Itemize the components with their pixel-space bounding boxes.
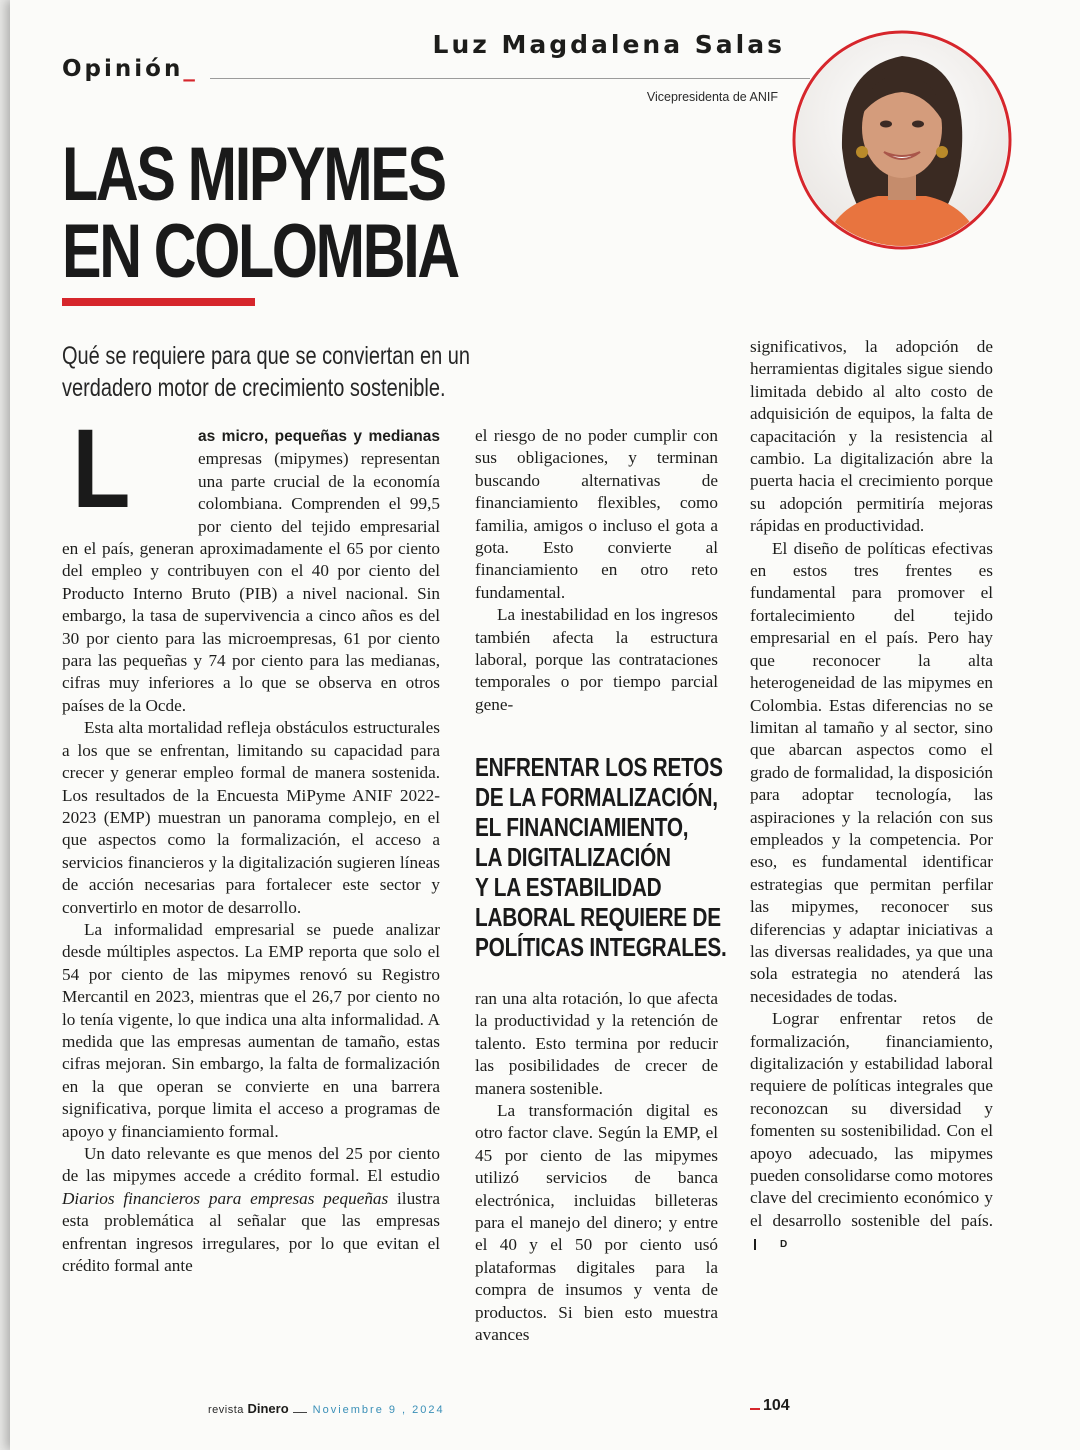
page-number-dash	[750, 1408, 760, 1410]
deck-subtitle: Qué se requiere para que se conviertan en un verdadero motor de crecimiento sostenible.	[62, 342, 471, 402]
paragraph: La informalidad empresarial se puede analizar desde múltiples aspectos. La EMP reporta que solo el 54 por ciento de las mipymes renovó su Registro Mercantil en 2023, mientras que el 26,7 por ciento no lo tenía vigente, lo que indica una alta informalidad. A medida que las empresas aumentan de tamaño, estas cifras mejoran. Sin embargo, la falta de formalización en la que operan se convierte en una barrera significativa, porque limita el acceso a programas de apoyo y financiamiento formal.	[62, 919, 440, 1141]
footer-publication	[208, 1401, 445, 1416]
article-column-2-bottom	[475, 988, 718, 1347]
header-rule	[210, 78, 810, 79]
magazine-page	[10, 0, 1080, 1450]
paragraph-text: empresas (mipymes) representan una parte crucial de la economía colombiana. Comprenden el 99,5 por ciento del tejido empresarial en el país, generan aproximadamente el 65 por ciento del empleo y contribuyen con el 40 por ciento del Producto Interno Bruto (PIB) a nivel nacional. Sin embargo, la tasa de supervivencia a cinco años es del 30 por ciento para las microempresas, 61 por ciento para las pequeñas y 74 por ciento para las medianas, cifras muy inferiores a lo que se observa en otros países de la Ocde.	[62, 449, 440, 715]
author-role: Vicepresidenta de ANIF	[646, 90, 778, 104]
lead-in: as micro, pequeñas y medianas	[198, 428, 440, 445]
study-title: Diarios financieros para empresas pequeñas	[62, 1188, 389, 1208]
paragraph: Esta alta mortalidad refleja obstáculos estructurales a los que se enfrentan, limitando su capacidad para crecer y generar empleo formal de manera sostenida. Los resultados de la Encuesta MiPyme ANIF 2022-2023 (EMP) muestran un panorama complejo, en el que aspectos como la formalización, el acceso a servicios financieros y la digitalización sugieren líneas de acción necesarias para fortalecer este sector y convertirlo en motor de desarrollo.	[62, 718, 440, 917]
paragraph	[62, 1143, 440, 1277]
article-column-1	[62, 406, 440, 1277]
footer-dash	[293, 1412, 307, 1413]
pull-quote-line: ENFRENTAR LOS RETOS	[475, 752, 723, 782]
paragraph	[750, 1008, 993, 1254]
pull-quote-line: Y LA ESTABILIDAD	[475, 872, 662, 902]
headline-accent-bar	[62, 298, 255, 306]
pull-quote-line: EL FINANCIAMIENTO,	[475, 812, 689, 842]
article-column-2-top	[475, 425, 718, 716]
paragraph-text: ilustra esta problemática al señalar que las empresas enfrentan ingresos irregulares, por lo que evitan el crédito formal ante	[62, 1188, 440, 1276]
pull-quote-line: DE LA FORMALIZACIÓN,	[475, 782, 718, 812]
section-label	[62, 56, 198, 82]
pull-quote	[475, 752, 727, 962]
section-mark: _	[183, 56, 198, 82]
page-number-value: 104	[763, 1397, 790, 1414]
author-name: Luz Magdalena Salas	[432, 30, 785, 59]
footer-brand: Dinero	[247, 1401, 289, 1416]
paragraph: ran una alta rotación, lo que afecta la productividad y la retención de talento. Esto termina por reducir las posibilidades de crecer de manera sostenible.	[475, 989, 718, 1098]
pull-quote-line: POLÍTICAS INTEGRALES.	[475, 932, 727, 962]
headline-line-1: LAS MIPYMES	[62, 132, 445, 217]
paragraph: El diseño de políticas efectivas en estos tres frentes es fundamental para promover el fortalecimiento del tejido empresarial en el país. Pero hay que reconocer la alta heterogeneidad de las mipymes en Colombia. Estas diferencias no se limitan al tamaño y al sector, sino que abarcan aspectos como el grado de formalidad, la disposición para adoptar tecnología, las aspiraciones y la relación con sus empleados y la competencia. Por eso, es fundamental identificar estrategias que permitan perfilar las mipymes, reconocer sus diferencias y adaptar iniciativas a las diversas realidades, ya que una sola estrategia no atenderá las necesidades de todas.	[750, 538, 993, 1006]
article-column-3	[750, 336, 993, 1255]
page-number	[750, 1397, 790, 1415]
paragraph: La inestabilidad en los ingresos también afecta la estructura laboral, porque las contrataciones temporales o por tiempo parcial gene-	[475, 605, 718, 714]
footer-prefix: revista	[208, 1404, 244, 1416]
headline	[62, 132, 608, 294]
paragraph: el riesgo de no poder cumplir con sus obligaciones, y terminan buscando alternativas de financiamiento flexibles, como familia, amigos o incluso el gota a gota. Esto convierte al financiamiento en otro reto fundamental.	[475, 426, 718, 602]
drop-cap: L	[72, 406, 131, 531]
end-mark-icon: D	[754, 1239, 789, 1250]
paragraph: La transformación digital es otro factor clave. Según la EMP, el 45 por ciento de las mipymes utilizó servicios de banca electrónica, incluidas billeteras para el manejo del dinero; y entre el 40 y el 50 por ciento usó plataformas digitales para la compra de insumos y venta de productos. Si bien esto muestra avances	[475, 1101, 718, 1345]
footer-date: Noviembre 9 , 2024	[312, 1404, 445, 1416]
paragraph-text: Un dato relevante es que menos del 25 por ciento de las mipymes accede a crédito formal. El estudio	[62, 1144, 440, 1186]
pull-quote-line: LA DIGITALIZACIÓN	[475, 842, 671, 872]
author-portrait	[790, 28, 1014, 252]
section-name: Opinión	[62, 56, 184, 82]
paragraph-text: Lograr enfrentar retos de formalización, financiamiento, digitalización y estabilidad laboral requiere de políticas integrales que reconozcan su diversidad y fomenten su sostenibilidad. Con el apoyo adecuado, las mipymes pueden consolidarse como motores clave del crecimiento económico y el desarrollo sostenible del país.	[750, 1009, 993, 1230]
pull-quote-line: LABORAL REQUIERE DE	[475, 902, 721, 932]
paragraph: significativos, la adopción de herramientas digitales sigue siendo limitada debido al alto costo de adquisición de equipos, la falta de capacitación y la resistencia al cambio. La digitalización abre la puerta hacia el crecimiento porque su adopción permitiría mejoras rápidas en productividad.	[750, 337, 993, 536]
headline-line-2: EN COLOMBIA	[62, 209, 458, 294]
